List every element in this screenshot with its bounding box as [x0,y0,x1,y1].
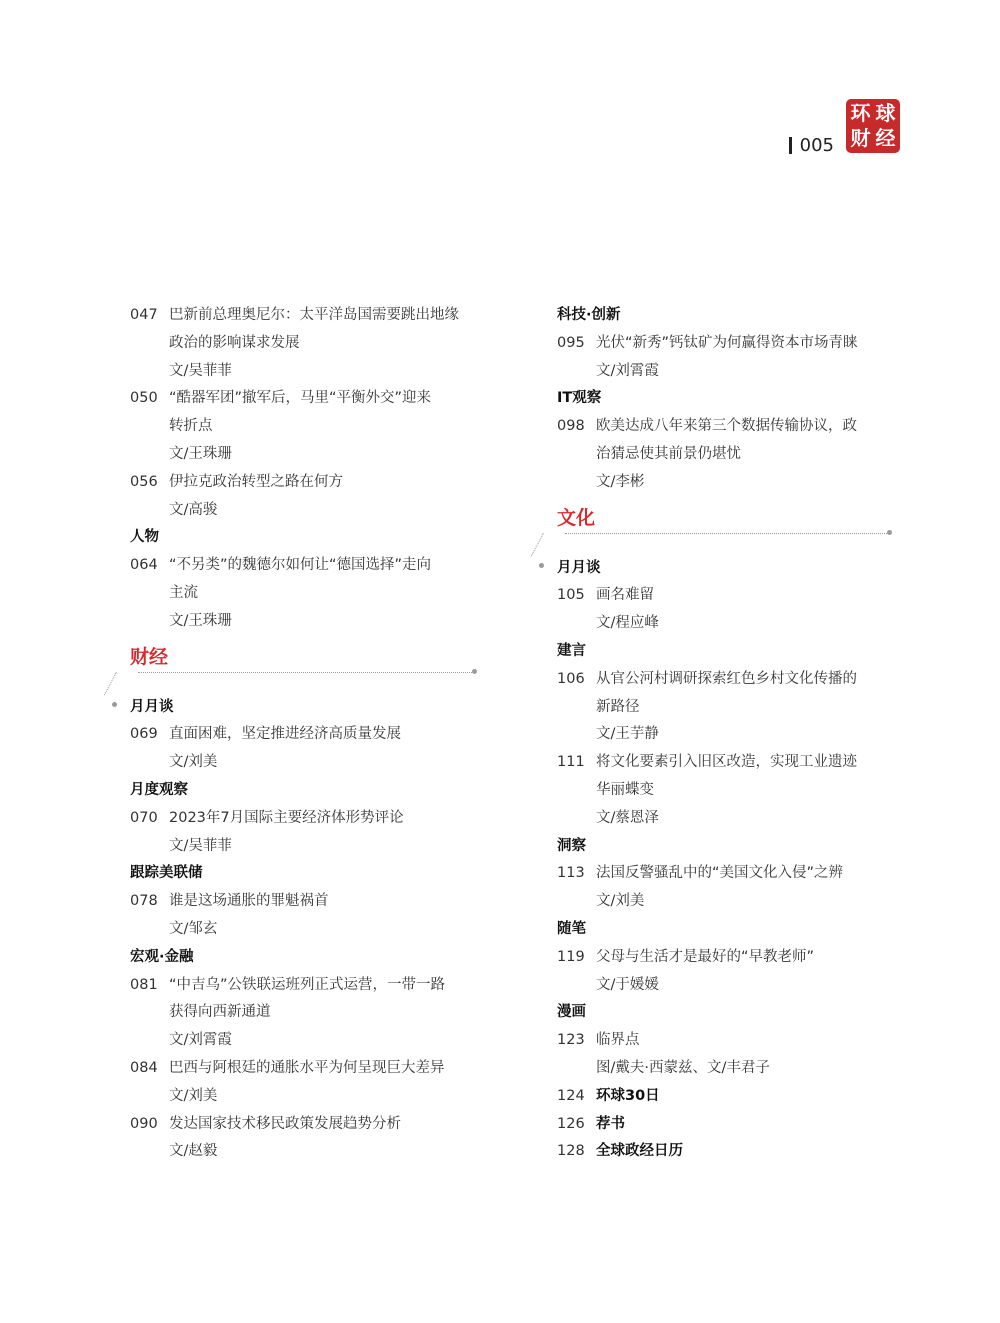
toc-page-number: 070 [130,809,158,826]
toc-entry-title: 父母与生活才是最好的“早教老师” [596,948,815,965]
toc-entry-title: 光伏“新秀”钙钛矿为何赢得资本市场青睐 [596,334,858,351]
toc-category-label: 跟踪美联储 [130,865,203,882]
toc-category-label: 月月谈 [557,559,601,576]
toc-entry-continuation: 华丽蝶变 [596,781,654,798]
toc-right-list-a [557,302,897,497]
toc-category-label: 随笔 [557,920,586,937]
divider-end-dot [472,669,477,674]
divider-slash [104,672,118,696]
toc-category-label: IT观察 [557,390,602,407]
toc-entry [130,302,500,330]
toc-entry [557,1027,897,1055]
divider-end-dot [887,530,892,535]
toc-entry-title: 画名难留 [596,587,654,604]
section-heading-finance: 财经 [130,645,169,668]
toc-left-list-a [130,302,500,636]
toc-category-label: 宏观·金融 [130,948,194,965]
toc-entry-continuation: 文/邹玄 [169,920,218,937]
toc-entry-continuation: 文/程应峰 [596,615,659,632]
toc-right-list-b [557,555,897,1167]
toc-page-number: 064 [130,557,158,574]
toc-page-number: 081 [130,976,158,993]
toc-entry [557,1111,897,1139]
divider-dotted-line [565,533,887,534]
toc-entry-continuation: 文/吴菲菲 [169,362,232,379]
page-number-bar [789,137,792,154]
toc-entry-title: 临界点 [596,1032,640,1049]
toc-entry-continuation: 文/刘美 [169,1087,218,1104]
logo-char: 财 [850,126,871,150]
toc-entry-continuation: 文/高骏 [169,501,218,518]
toc-page-number: 123 [557,1032,585,1049]
toc-entry-continuation: 文/刘美 [169,754,218,771]
toc-page-number: 126 [557,1115,585,1132]
toc-entry-title: 巴新前总理奥尼尔：太平洋岛国需要跳出地缘 [169,307,459,323]
toc-entry-title: “酷器军团”撤军后，马里“平衡外交”迎来 [169,390,432,407]
toc-page-number: 119 [557,948,585,965]
toc-entry-continuation: 文/王珠珊 [169,445,232,462]
toc-category-label: 建言 [557,642,586,659]
toc-entry-title: 谁是这场通胀的罪魁祸首 [169,893,329,910]
page-header [789,95,900,156]
divider-dotted-line [138,672,474,673]
toc-entry [130,1111,500,1139]
toc-category-label: 月月谈 [130,698,174,715]
toc-entry [130,552,500,580]
toc-entry-continuation: 文/刘霄霞 [596,362,659,379]
divider-start-dot [112,702,117,707]
toc-entry-title: 直面困难，坚定推进经济高质量发展 [169,726,401,743]
toc-entry-title: 全球政经日历 [596,1143,683,1160]
toc-entry-continuation: 文/李彬 [596,473,645,490]
toc-entry-continuation: 文/王芋静 [596,726,659,743]
toc-entry-title: 欧美达成八年来第三个数据传输协议，政 [596,418,857,435]
toc-entry [557,666,897,694]
toc-entry-title: 从官公河村调研探索红色乡村文化传播的 [596,670,857,687]
toc-entry [557,413,897,441]
toc-page-number: 113 [557,865,585,882]
toc-entry-continuation: 新路径 [596,698,640,715]
logo-char: 环 [850,101,871,125]
section-heading-culture: 文化 [557,506,596,529]
toc-page-number: 095 [557,334,585,351]
toc-entry-continuation: 文/吴菲菲 [169,837,232,854]
toc-entry-title: 伊拉克政治转型之路在何方 [169,473,343,490]
toc-category-label: 人物 [130,529,159,546]
toc-entry-title: 荐书 [596,1115,625,1132]
toc-entry-continuation: 治猜忌使其前景仍堪忧 [596,445,741,462]
toc-left-column [130,302,500,1166]
divider-start-dot [539,563,544,568]
toc-entry [557,1083,897,1111]
toc-entry-continuation: 转折点 [169,418,213,435]
toc-entry-title: 巴西与阿根廷的通胀水平为何呈现巨大差异 [169,1059,445,1076]
toc-entry-title: “不另类”的魏德尔如何让“德国选择”走向 [169,557,432,574]
toc-entry-continuation: 图/戴夫·西蒙兹、文/丰君子 [596,1059,770,1076]
toc-entry-continuation: 文/于媛媛 [596,976,659,993]
toc-entry [130,888,500,916]
toc-page-number: 090 [130,1115,158,1132]
toc-page-number: 106 [557,670,585,687]
toc-category-label: 洞察 [557,837,586,854]
toc-entry [130,805,500,833]
toc-entry-continuation: 政治的影响谋求发展 [169,334,300,351]
toc-entry-title: 发达国家技术移民政策发展趋势分析 [169,1115,401,1132]
toc-entry-title: 法国反警骚乱中的“美国文化入侵”之辨 [596,865,844,882]
toc-entry [557,582,897,610]
toc-entry-continuation: 文/刘美 [596,893,645,910]
toc-page-number: 047 [130,307,158,323]
logo-char: 球 [875,101,896,125]
toc-page-number: 105 [557,587,585,604]
toc-entry-continuation: 文/刘霄霞 [169,1032,232,1049]
toc-page-number: 111 [557,754,585,771]
divider-slash [531,533,545,557]
toc-entry [557,330,897,358]
toc-entry [130,385,500,413]
toc-page-number: 056 [130,473,158,490]
toc-entry [557,860,897,888]
toc-page-number: 124 [557,1087,585,1104]
page-number [789,135,834,156]
toc-page-number: 069 [130,726,158,743]
toc-entry [130,1055,500,1083]
toc-entry-title: “中吉乌”公铁联运班列正式运营，一带一路 [169,976,446,993]
toc-page-number: 084 [130,1059,158,1076]
toc-entry-continuation: 主流 [169,584,198,601]
toc-entry [557,749,897,777]
section-divider [130,672,500,694]
toc-entry-title: 将文化要素引入旧区改造，实现工业遗迹 [596,754,857,771]
toc-entry [557,1138,897,1166]
toc-category-label: 科技·创新 [557,307,621,323]
toc-right-column [557,302,897,1166]
toc-category-label: 漫画 [557,1004,586,1021]
toc-entry-continuation: 文/赵毅 [169,1143,218,1160]
toc-entry-continuation: 获得向西新通道 [169,1004,271,1021]
page-number-text: 005 [799,135,834,156]
magazine-logo-seal [846,99,900,153]
toc-entry-continuation: 文/蔡恩泽 [596,809,659,826]
toc-page-number: 078 [130,893,158,910]
toc-entry-continuation: 文/王珠珊 [169,612,232,629]
toc-page-number: 128 [557,1143,585,1160]
section-divider [557,533,897,555]
toc-entry-title: 环球30日 [596,1087,660,1104]
toc-entry [130,972,500,1000]
toc-category-label: 月度观察 [130,781,188,798]
logo-char: 经 [875,126,896,150]
toc-entry-title: 2023年7月国际主要经济体形势评论 [169,809,404,826]
toc-page-number: 050 [130,390,158,407]
toc-entry [130,721,500,749]
toc-entry [557,944,897,972]
toc-entry [130,469,500,497]
toc-left-list-b [130,694,500,1167]
toc-page-number: 098 [557,418,585,435]
